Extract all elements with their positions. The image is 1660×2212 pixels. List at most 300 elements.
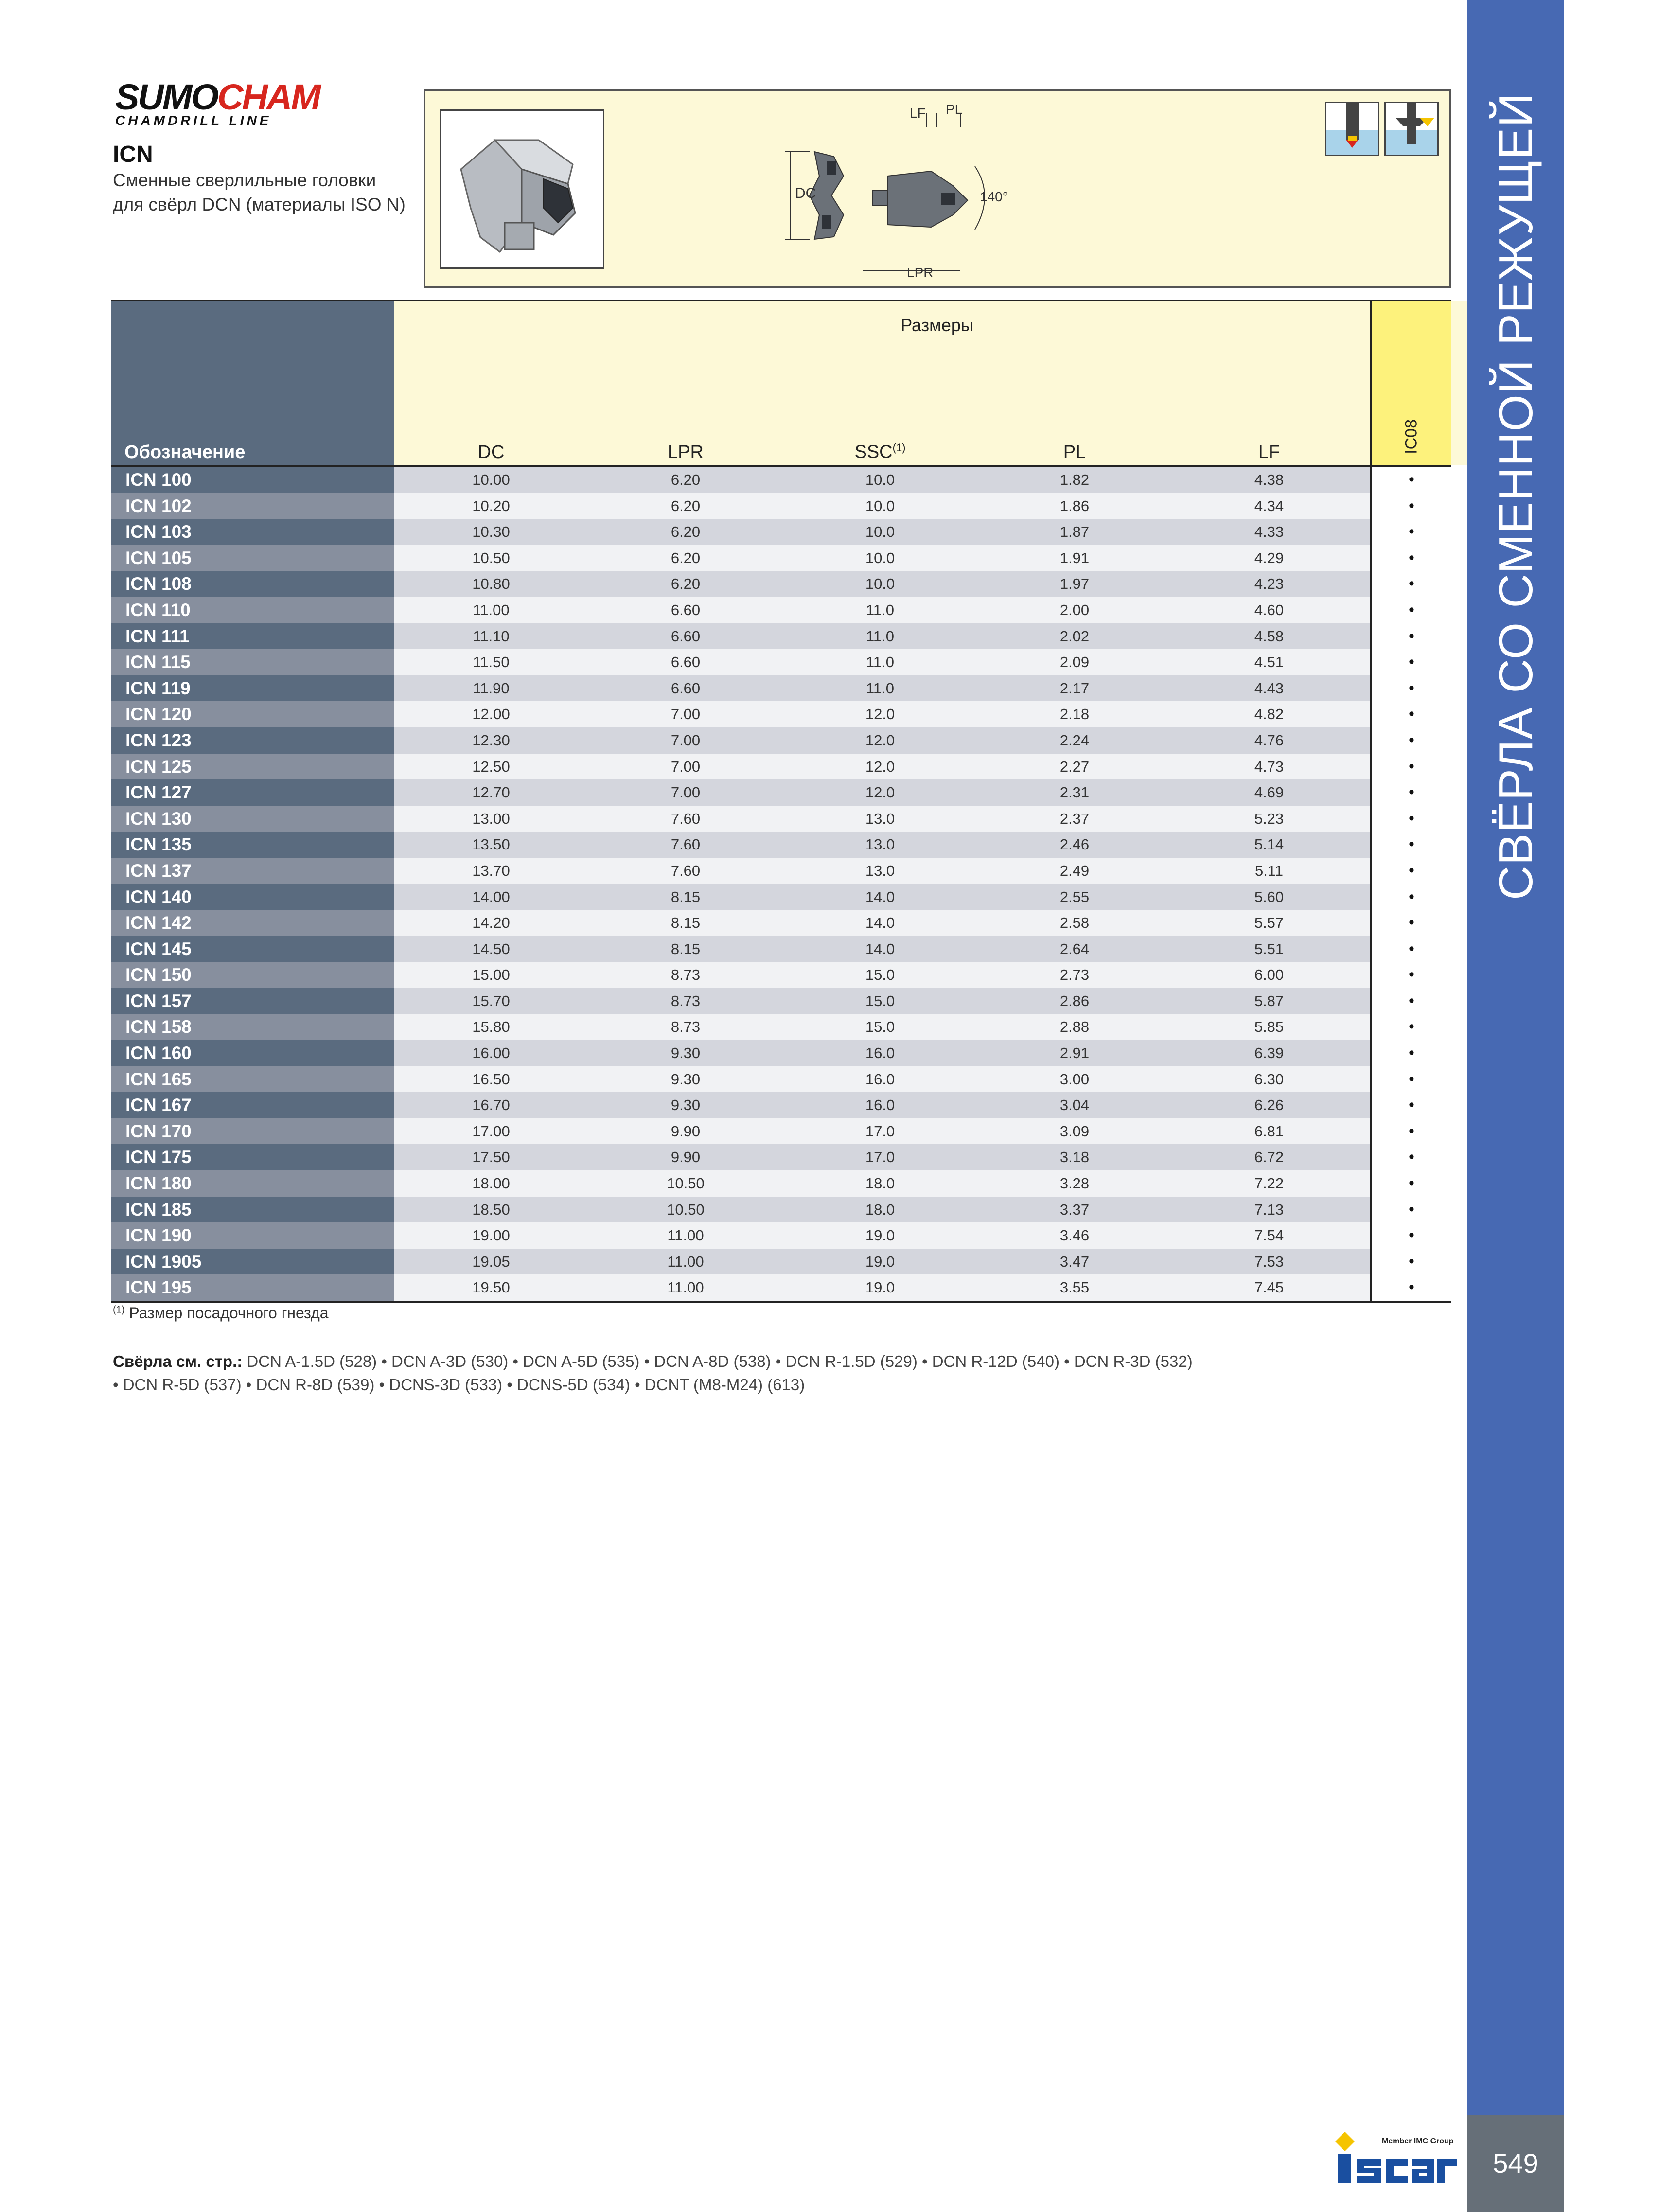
table-row xyxy=(111,988,1451,1014)
designation-cell: ICN 115 xyxy=(111,649,394,675)
dimension-cells xyxy=(394,1066,1370,1093)
table-row xyxy=(111,1014,1451,1040)
dc-cell: 14.50 xyxy=(472,940,510,957)
ssc-cell: 13.0 xyxy=(865,810,895,827)
table-row xyxy=(111,910,1451,936)
dc-cell: 10.30 xyxy=(472,523,510,541)
lpr-cell: 10.50 xyxy=(667,1175,705,1192)
designation-cell: ICN 1905 xyxy=(111,1249,394,1275)
pl-cell: 3.00 xyxy=(1060,1070,1090,1088)
table-row xyxy=(111,1249,1451,1275)
lf-cell: 5.23 xyxy=(1254,810,1284,827)
designation-header: Обозначение xyxy=(111,301,394,465)
dimension-cells xyxy=(394,1118,1370,1145)
table-row xyxy=(111,623,1451,650)
pl-cell: 3.09 xyxy=(1060,1122,1090,1140)
page-number: 549 xyxy=(1467,2115,1564,2212)
grade-availability-cell: • xyxy=(1370,832,1451,858)
ssc-cell: 15.0 xyxy=(865,1018,895,1036)
grade-availability-cell: • xyxy=(1370,1118,1451,1145)
brand-logo xyxy=(115,78,319,128)
grade-availability-cell: • xyxy=(1370,1014,1451,1040)
designation-cell: ICN 140 xyxy=(111,884,394,910)
dimension-cells xyxy=(394,884,1370,910)
lf-cell: 4.82 xyxy=(1254,706,1284,723)
grade-availability-cell: • xyxy=(1370,1249,1451,1275)
grade-availability-cell: • xyxy=(1370,571,1451,597)
dc-cell: 15.00 xyxy=(472,966,510,984)
dimension-cells xyxy=(394,1092,1370,1118)
pl-cell: 2.18 xyxy=(1060,706,1090,723)
dc-cell: 19.05 xyxy=(472,1253,510,1270)
dimension-cells xyxy=(394,1222,1370,1249)
dimension-cells xyxy=(394,1144,1370,1170)
column-header-pl: PL xyxy=(1063,442,1086,462)
designation-cell: ICN 130 xyxy=(111,806,394,832)
grade-availability-cell: • xyxy=(1370,1092,1451,1118)
table-row xyxy=(111,936,1451,962)
grade-availability-cell: • xyxy=(1370,754,1451,780)
lpr-cell: 6.60 xyxy=(671,601,701,619)
lf-cell: 4.69 xyxy=(1254,784,1284,801)
designation-cell: ICN 123 xyxy=(111,727,394,754)
designation-cell: ICN 158 xyxy=(111,1014,394,1040)
lpr-cell: 11.00 xyxy=(667,1253,704,1270)
grade-availability-cell: • xyxy=(1370,597,1451,623)
ssc-cell: 18.0 xyxy=(865,1175,895,1192)
pl-cell: 2.24 xyxy=(1060,731,1090,749)
lf-label: LF xyxy=(910,106,926,121)
lpr-cell: 8.73 xyxy=(671,1018,701,1036)
pl-cell: 3.28 xyxy=(1060,1175,1090,1192)
dc-cell: 19.00 xyxy=(472,1227,510,1244)
grade-availability-cell: • xyxy=(1370,623,1451,650)
lpr-cell: 6.60 xyxy=(671,679,701,697)
dc-cell: 16.00 xyxy=(472,1044,510,1062)
lpr-cell: 7.60 xyxy=(671,810,701,827)
dimension-cells xyxy=(394,962,1370,988)
designation-cell: ICN 150 xyxy=(111,962,394,988)
ssc-cell: 17.0 xyxy=(865,1149,895,1166)
table-header xyxy=(111,300,1451,467)
dc-cell: 15.70 xyxy=(472,992,510,1009)
column-header-lpr: LPR xyxy=(668,442,704,462)
product-description: Сменные сверлильные головки для свёрл DCN (материалы ISO N) xyxy=(113,170,406,214)
lpr-cell: 8.15 xyxy=(671,914,701,932)
pl-cell: 2.88 xyxy=(1060,1018,1090,1036)
dc-cell: 10.50 xyxy=(472,549,510,566)
lpr-cell: 6.20 xyxy=(671,549,701,566)
lpr-cell: 7.00 xyxy=(671,784,701,801)
dc-cell: 11.50 xyxy=(473,654,510,671)
designation-cell: ICN 119 xyxy=(111,675,394,702)
ssc-cell: 11.0 xyxy=(865,654,895,671)
dimension-cells xyxy=(394,858,1370,884)
lf-cell: 4.34 xyxy=(1254,497,1284,514)
lf-cell: 5.60 xyxy=(1254,888,1284,905)
lf-cell: 5.87 xyxy=(1254,992,1284,1009)
lf-cell: 4.73 xyxy=(1254,758,1284,775)
dc-cell: 16.50 xyxy=(472,1070,510,1088)
lpr-cell: 11.00 xyxy=(667,1279,704,1296)
pl-cell: 2.58 xyxy=(1060,914,1090,932)
dc-cell: 13.70 xyxy=(472,862,510,879)
grade-availability-cell: • xyxy=(1370,545,1451,571)
designation-cell: ICN 160 xyxy=(111,1040,394,1066)
lpr-cell: 9.90 xyxy=(671,1122,701,1140)
lpr-cell: 11.00 xyxy=(667,1227,704,1244)
lf-cell: 4.76 xyxy=(1254,731,1284,749)
ssc-cell: 15.0 xyxy=(865,992,895,1009)
table-row xyxy=(111,1092,1451,1118)
dimension-cells xyxy=(394,910,1370,936)
ssc-cell: 12.0 xyxy=(865,731,895,749)
lf-cell: 4.29 xyxy=(1254,549,1284,566)
dc-cell: 16.70 xyxy=(472,1097,510,1114)
pl-cell: 2.02 xyxy=(1060,627,1090,645)
pl-cell: 1.87 xyxy=(1060,523,1090,541)
lpr-cell: 8.73 xyxy=(671,992,701,1009)
ssc-cell: 19.0 xyxy=(865,1253,895,1270)
dimensions-header: Размеры DC LPR SSC$^{(1)}$ PL LF xyxy=(394,301,1480,465)
table-row xyxy=(111,727,1451,754)
grade-availability-cell: • xyxy=(1370,1197,1451,1223)
table-row xyxy=(111,884,1451,910)
lf-cell: 6.26 xyxy=(1254,1097,1284,1114)
application-icon-drilling xyxy=(1325,102,1379,156)
designation-cell: ICN 108 xyxy=(111,571,394,597)
dc-cell: 12.70 xyxy=(472,784,510,801)
designation-cell: ICN 190 xyxy=(111,1222,394,1249)
grade-availability-cell: • xyxy=(1370,493,1451,519)
product-code: ICN xyxy=(113,142,153,167)
column-header-dc: DC xyxy=(477,442,505,462)
lpr-cell: 6.20 xyxy=(671,471,701,488)
table-row xyxy=(111,858,1451,884)
dc-cell: 13.50 xyxy=(472,836,510,853)
column-header-lf: LF xyxy=(1258,442,1280,462)
grade-availability-cell: • xyxy=(1370,1222,1451,1249)
pl-cell: 1.86 xyxy=(1060,497,1090,514)
designation-cell: ICN 185 xyxy=(111,1197,394,1223)
lpr-cell: 7.00 xyxy=(671,731,701,749)
table-row xyxy=(111,806,1451,832)
grade-availability-cell: • xyxy=(1370,701,1451,727)
table-row xyxy=(111,962,1451,988)
table-row xyxy=(111,1170,1451,1197)
brand-name: SUMOCHAM xyxy=(115,77,319,117)
dc-cell: 11.00 xyxy=(473,601,510,619)
dimension-cells xyxy=(394,1197,1370,1223)
column-header-ssc: SSC$^{(1)}$ xyxy=(854,442,906,462)
dimension-cells xyxy=(394,936,1370,962)
ssc-cell: 12.0 xyxy=(865,784,895,801)
designation-cell: ICN 110 xyxy=(111,597,394,623)
lf-cell: 7.54 xyxy=(1254,1227,1284,1244)
table-row xyxy=(111,519,1451,545)
pl-cell: 3.46 xyxy=(1060,1227,1090,1244)
technical-drawing xyxy=(785,98,1038,283)
pl-cell: 2.64 xyxy=(1060,940,1090,957)
dc-cell: 14.20 xyxy=(472,914,510,932)
designation-cell: ICN 137 xyxy=(111,858,394,884)
dimension-cells xyxy=(394,493,1370,519)
lf-cell: 4.33 xyxy=(1254,523,1284,541)
ssc-cell: 10.0 xyxy=(865,497,895,514)
table-body xyxy=(111,467,1451,1303)
grade-availability-cell: • xyxy=(1370,519,1451,545)
pl-cell: 1.82 xyxy=(1060,471,1090,488)
dimension-cells xyxy=(394,727,1370,754)
designation-cell: ICN 120 xyxy=(111,701,394,727)
table-row xyxy=(111,493,1451,519)
designation-cell: ICN 111 xyxy=(111,623,394,650)
designation-cell: ICN 102 xyxy=(111,493,394,519)
ssc-cell: 17.0 xyxy=(865,1122,895,1140)
ssc-cell: 14.0 xyxy=(865,940,895,957)
dc-cell: 11.10 xyxy=(473,627,510,645)
lpr-cell: 9.30 xyxy=(671,1044,701,1062)
pl-cell: 2.37 xyxy=(1060,810,1090,827)
designation-cell: ICN 157 xyxy=(111,988,394,1014)
designation-cell: ICN 125 xyxy=(111,754,394,780)
dc-cell: 12.00 xyxy=(472,706,510,723)
dc-cell: 15.80 xyxy=(472,1018,510,1036)
lf-cell: 4.43 xyxy=(1254,679,1284,697)
dimension-cells xyxy=(394,701,1370,727)
ssc-cell: 12.0 xyxy=(865,758,895,775)
dimension-cells xyxy=(394,1249,1370,1275)
lf-cell: 7.45 xyxy=(1254,1279,1284,1296)
table-row xyxy=(111,467,1451,493)
grade-availability-cell: • xyxy=(1370,1144,1451,1170)
table-row xyxy=(111,1222,1451,1249)
lpr-cell: 7.00 xyxy=(671,706,701,723)
dimension-cells xyxy=(394,571,1370,597)
dimension-cells xyxy=(394,1040,1370,1066)
table-row xyxy=(111,1197,1451,1223)
dc-cell: 12.50 xyxy=(472,758,510,775)
table-row xyxy=(111,1144,1451,1170)
grade-availability-cell: • xyxy=(1370,727,1451,754)
designation-cell: ICN 145 xyxy=(111,936,394,962)
designation-cell: ICN 127 xyxy=(111,779,394,806)
dc-cell: 17.00 xyxy=(472,1122,510,1140)
brand-subline: CHAMDRILL LINE xyxy=(115,113,272,128)
lpr-cell: 7.00 xyxy=(671,758,701,775)
dimension-cells xyxy=(394,1170,1370,1197)
footnote: $^{(1)}$ Размер посадочного гнезда xyxy=(113,1304,329,1322)
pl-cell: 2.73 xyxy=(1060,966,1090,984)
table-row xyxy=(111,597,1451,623)
ssc-cell: 10.0 xyxy=(865,549,895,566)
designation-cell: ICN 142 xyxy=(111,910,394,936)
product-table xyxy=(111,300,1451,1303)
grade-availability-cell: • xyxy=(1370,884,1451,910)
pl-cell: 2.17 xyxy=(1060,679,1090,697)
table-row xyxy=(111,832,1451,858)
pl-cell: 1.97 xyxy=(1060,575,1090,593)
grade-availability-cell: • xyxy=(1370,936,1451,962)
ssc-cell: 13.0 xyxy=(865,836,895,853)
designation-cell: ICN 167 xyxy=(111,1092,394,1118)
ssc-cell: 19.0 xyxy=(865,1279,895,1296)
dimension-cells xyxy=(394,754,1370,780)
grade-availability-cell: • xyxy=(1370,858,1451,884)
dimension-cells xyxy=(394,1014,1370,1040)
dimension-cells xyxy=(394,467,1370,493)
designation-cell: ICN 170 xyxy=(111,1118,394,1145)
dc-cell: 10.80 xyxy=(472,575,510,593)
designation-cell: ICN 103 xyxy=(111,519,394,545)
lf-cell: 4.51 xyxy=(1254,654,1284,671)
ssc-cell: 13.0 xyxy=(865,862,895,879)
table-row xyxy=(111,779,1451,806)
section-title: СВЁРЛА СО СМЕННОЙ РЕЖУЩЕЙ ЧАСТЬЮ xyxy=(1489,92,1639,900)
lpr-cell: 6.20 xyxy=(671,497,701,514)
grade-availability-cell: • xyxy=(1370,962,1451,988)
dimension-cells xyxy=(394,519,1370,545)
pl-label: PL xyxy=(946,102,963,117)
table-row xyxy=(111,649,1451,675)
pl-cell: 2.49 xyxy=(1060,862,1090,879)
lf-cell: 7.22 xyxy=(1254,1175,1284,1192)
dc-cell: 14.00 xyxy=(472,888,510,905)
dimension-cells xyxy=(394,649,1370,675)
ssc-cell: 16.0 xyxy=(865,1070,895,1088)
grade-availability-cell: • xyxy=(1370,1274,1451,1301)
table-row xyxy=(111,1118,1451,1145)
lpr-cell: 7.60 xyxy=(671,836,701,853)
lf-cell: 4.58 xyxy=(1254,627,1284,645)
ssc-cell: 10.0 xyxy=(865,471,895,488)
ssc-cell: 11.0 xyxy=(865,679,895,697)
drill-head-photo-icon xyxy=(440,109,604,269)
grade-availability-cell: • xyxy=(1370,467,1451,493)
grade-availability-cell: • xyxy=(1370,1170,1451,1197)
pl-cell: 2.86 xyxy=(1060,992,1090,1009)
lpr-cell: 7.60 xyxy=(671,862,701,879)
pl-cell: 2.09 xyxy=(1060,654,1090,671)
lf-cell: 6.00 xyxy=(1254,966,1284,984)
dimension-cells xyxy=(394,806,1370,832)
grade-availability-cell: • xyxy=(1370,675,1451,702)
grade-header: IC08 xyxy=(1370,301,1451,465)
ssc-cell: 11.0 xyxy=(865,601,895,619)
lf-cell: 4.23 xyxy=(1254,575,1284,593)
designation-cell: ICN 105 xyxy=(111,545,394,571)
table-row xyxy=(111,1040,1451,1066)
designation-cell: ICN 180 xyxy=(111,1170,394,1197)
product-diagram-panel xyxy=(424,89,1451,288)
grade-availability-cell: • xyxy=(1370,1066,1451,1093)
table-row xyxy=(111,1066,1451,1093)
lpr-cell: 8.15 xyxy=(671,940,701,957)
pl-cell: 3.37 xyxy=(1060,1201,1090,1218)
dc-cell: 19.50 xyxy=(472,1279,510,1296)
lf-cell: 5.57 xyxy=(1254,914,1284,932)
lf-cell: 4.38 xyxy=(1254,471,1284,488)
lpr-label: LPR xyxy=(907,265,934,280)
pl-cell: 2.55 xyxy=(1060,888,1090,905)
table-row xyxy=(111,571,1451,597)
lf-cell: 5.11 xyxy=(1254,862,1284,879)
dimension-cells xyxy=(394,779,1370,806)
table-row xyxy=(111,675,1451,702)
lf-cell: 4.60 xyxy=(1254,601,1284,619)
ssc-cell: 15.0 xyxy=(865,966,895,984)
dc-cell: 18.00 xyxy=(472,1175,510,1192)
grade-availability-cell: • xyxy=(1370,910,1451,936)
lpr-cell: 9.30 xyxy=(671,1070,701,1088)
ssc-cell: 16.0 xyxy=(865,1044,895,1062)
lpr-cell: 9.90 xyxy=(671,1149,701,1166)
ssc-cell: 14.0 xyxy=(865,914,895,932)
ssc-cell: 10.0 xyxy=(865,523,895,541)
pl-cell: 3.04 xyxy=(1060,1097,1090,1114)
dimension-cells xyxy=(394,545,1370,571)
dc-cell: 17.50 xyxy=(472,1149,510,1166)
lpr-cell: 6.20 xyxy=(671,523,701,541)
lf-cell: 7.53 xyxy=(1254,1253,1284,1270)
ssc-cell: 18.0 xyxy=(865,1201,895,1218)
pl-cell: 3.55 xyxy=(1060,1279,1090,1296)
dc-cell: 11.90 xyxy=(473,679,510,697)
angle-label: 140° xyxy=(980,189,1008,204)
designation-cell: ICN 165 xyxy=(111,1066,394,1093)
logo-tagline: Member IMC Group xyxy=(1382,2137,1454,2145)
pl-cell: 2.91 xyxy=(1060,1044,1090,1062)
grade-availability-cell: • xyxy=(1370,988,1451,1014)
table-row xyxy=(111,545,1451,571)
lf-cell: 6.81 xyxy=(1254,1122,1284,1140)
lf-cell: 6.30 xyxy=(1254,1070,1284,1088)
table-row xyxy=(111,701,1451,727)
lf-cell: 6.39 xyxy=(1254,1044,1284,1062)
lpr-cell: 6.60 xyxy=(671,654,701,671)
pl-cell: 2.00 xyxy=(1060,601,1090,619)
dc-label: DC xyxy=(795,185,816,201)
dimension-cells xyxy=(394,675,1370,702)
designation-cell: ICN 195 xyxy=(111,1274,394,1301)
grade-availability-cell: • xyxy=(1370,806,1451,832)
table-row xyxy=(111,1274,1451,1301)
dimension-cells xyxy=(394,623,1370,650)
lf-cell: 7.13 xyxy=(1254,1201,1284,1218)
pl-cell: 2.27 xyxy=(1060,758,1090,775)
application-icon-chamfering xyxy=(1384,102,1439,156)
dc-cell: 13.00 xyxy=(472,810,510,827)
pl-cell: 2.31 xyxy=(1060,784,1090,801)
lpr-cell: 10.50 xyxy=(667,1201,705,1218)
ssc-cell: 11.0 xyxy=(865,627,895,645)
lpr-cell: 8.73 xyxy=(671,966,701,984)
pl-cell: 3.47 xyxy=(1060,1253,1090,1270)
dc-cell: 10.20 xyxy=(472,497,510,514)
drill-references: Свёрла см. стр.: DCN A-1.5D (528) • DCN A-3D (530) • DCN A-5D (535) • DCN A-8D (538) • DCN R-1.5D (529) • DCN R-12D (540) • DCN R-3D (532) • DCN R-5D (537) • DCN R-8D (539) • DCNS-3D (533) • DCNS-5D (534) • DCNT (M8-M24) (613) xyxy=(113,1352,1193,1394)
dimension-cells xyxy=(394,1274,1370,1301)
ssc-cell: 14.0 xyxy=(865,888,895,905)
designation-cell: ICN 100 xyxy=(111,467,394,493)
lf-cell: 5.85 xyxy=(1254,1018,1284,1036)
lpr-cell: 6.60 xyxy=(671,627,701,645)
ssc-cell: 12.0 xyxy=(865,706,895,723)
pl-cell: 2.46 xyxy=(1060,836,1090,853)
lf-cell: 6.72 xyxy=(1254,1149,1284,1166)
dimension-cells xyxy=(394,832,1370,858)
grade-availability-cell: • xyxy=(1370,1040,1451,1066)
dc-cell: 12.30 xyxy=(472,731,510,749)
